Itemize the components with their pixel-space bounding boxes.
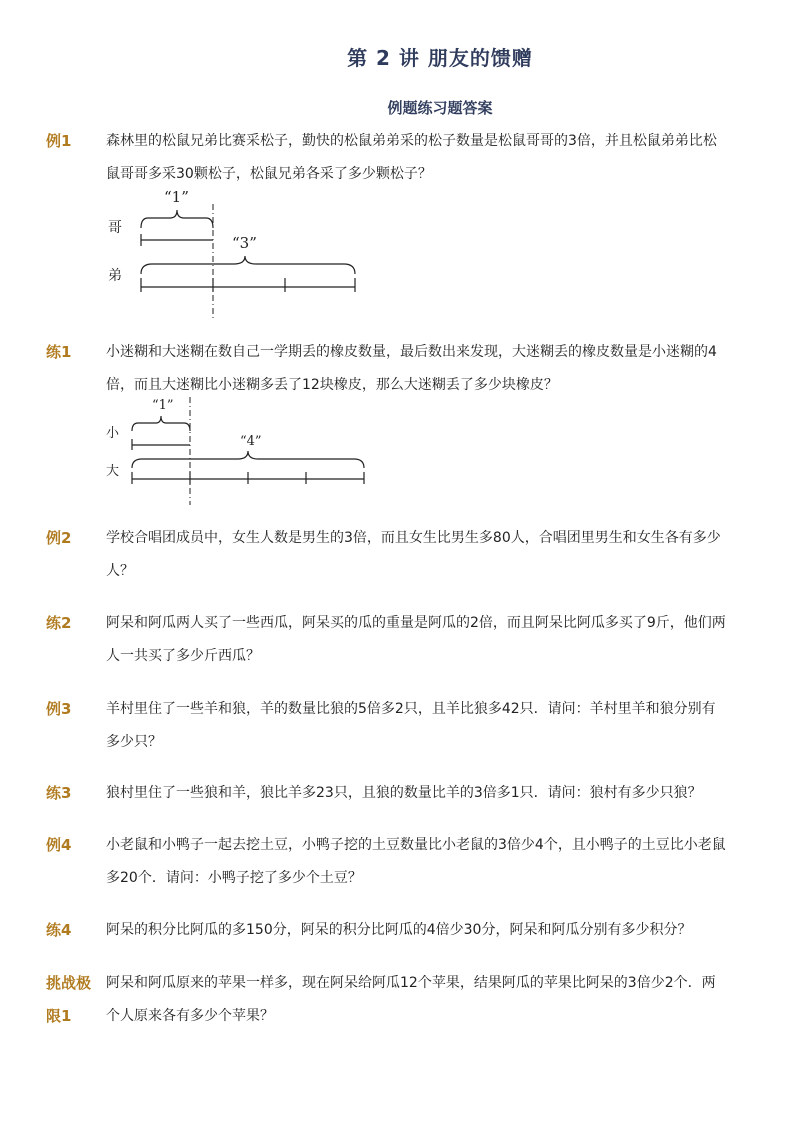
problem-label: 练3 bbox=[46, 784, 72, 802]
problem-label: 例1 bbox=[46, 132, 72, 150]
line-segment-diagram-2 bbox=[100, 393, 380, 508]
problem-label: 练2 bbox=[46, 614, 72, 632]
problem-text: 小老鼠和小鸭子一起去挖土豆，小鸭子挖的土豆数量比小老鼠的3倍少4个，且小鸭子的土豆比小老鼠多20个．请问：小鸭子挖了多少个土豆？ bbox=[106, 837, 726, 886]
brace-shape bbox=[132, 416, 190, 431]
diagram-row-label: 哥 bbox=[108, 220, 122, 236]
page-title: 第 2 讲 朋友的馈赠 bbox=[347, 46, 533, 70]
page-subtitle: 例题练习题答案 bbox=[387, 99, 493, 117]
diagram-row-label: 小 bbox=[106, 426, 120, 441]
brace-label: “4” bbox=[240, 434, 262, 449]
diagram-row-label: 大 bbox=[106, 464, 120, 479]
problem-text: 森林里的松鼠兄弟比赛采松子，勤快的松鼠弟弟采的松子数量是松鼠哥哥的3倍，并且松鼠弟弟比松鼠哥哥多采30颗松子，松鼠兄弟各采了多少颗松子？ bbox=[106, 133, 717, 182]
brace-label: “3” bbox=[232, 234, 257, 252]
problem-label: 练1 bbox=[46, 343, 72, 361]
brace-label: “1” bbox=[152, 398, 174, 413]
problem-label: 例4 bbox=[46, 836, 72, 854]
problem-text: 狼村里住了一些狼和羊，狼比羊多23只，且狼的数量比羊的3倍多1只．请问：狼村有多少只狼？ bbox=[106, 785, 702, 801]
brace-shape bbox=[141, 210, 213, 228]
brace-shape bbox=[141, 256, 355, 274]
diagram-row-label: 弟 bbox=[108, 268, 122, 284]
problem-label: 例3 bbox=[46, 700, 72, 718]
problem-text: 阿呆和阿瓜原来的苹果一样多，现在阿呆给阿瓜12个苹果，结果阿瓜的苹果比阿呆的3倍少2个．两个人原来各有多少个苹果？ bbox=[106, 975, 716, 1024]
line-segment-diagram-1 bbox=[100, 182, 370, 322]
problem-text: 羊村里住了一些羊和狼，羊的数量比狼的5倍多2只，且羊比狼多42只．请问：羊村里羊和狼分别有多少只？ bbox=[106, 701, 716, 750]
problem-text: 阿呆和阿瓜两人买了一些西瓜，阿呆买的瓜的重量是阿瓜的2倍，而且阿呆比阿瓜多买了9斤，他们两人一共买了多少斤西瓜？ bbox=[106, 615, 726, 664]
problem-label: 例2 bbox=[46, 529, 72, 547]
problem-label: 挑战极限1 bbox=[46, 974, 92, 1025]
problem-text: 小迷糊和大迷糊在数自己一学期丢的橡皮数量，最后数出来发现，大迷糊丢的橡皮数量是小迷糊的4倍，而且大迷糊比小迷糊多丢了12块橡皮，那么大迷糊丢了多少块橡皮？ bbox=[106, 344, 717, 393]
brace-shape bbox=[132, 451, 364, 468]
problem-label: 练4 bbox=[46, 921, 72, 939]
brace-label: “1” bbox=[164, 188, 189, 206]
problem-text: 学校合唱团成员中，女生人数是男生的3倍，而且女生比男生多80人，合唱团里男生和女生各有多少人？ bbox=[106, 530, 721, 579]
problem-text: 阿呆的积分比阿瓜的多150分，阿呆的积分比阿瓜的4倍少30分，阿呆和阿瓜分别有多少积分？ bbox=[106, 922, 692, 938]
